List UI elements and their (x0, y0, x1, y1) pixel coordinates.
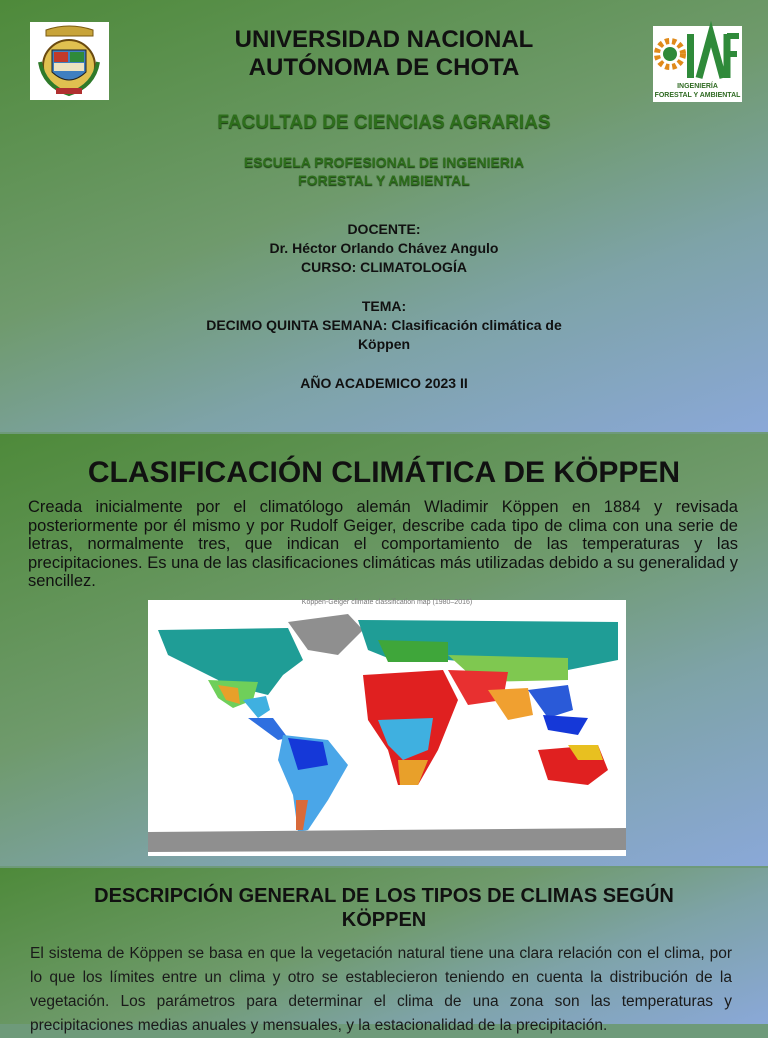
teacher-label: DOCENTE: (347, 221, 421, 237)
koppen-world-map (148, 600, 626, 856)
slide-title-line1: DESCRIPCIÓN GENERAL DE LOS TIPOS DE CLIMAS SEGÚN (94, 885, 674, 907)
title-slide (0, 0, 768, 432)
slide-title: CLASIFICACIÓN CLIMÁTICA DE KÖPPEN (87, 456, 681, 489)
slide-body: El sistema de Köppen se basa en que la vegetación natural tiene una clara relación con el clima, por lo que los límites entre un clima y otro se establecieron teniendo en cuenta la distribución de la vegetación. Los parámetros para determinar el clima de una zona son las temperaturas y precipitaciones medias anuales y mensuales, y la estacionalidad de la precipitación. (30, 945, 732, 1034)
slide-title (0, 884, 768, 932)
slide-body: Creada inicialmente por el climatólogo alemán Wladimir Köppen en 1884 y revisada posteriormente por él mismo y por Rudolf Geiger, describe cada tipo de clima con una serie de letras, normalmente tres, que indican el comportamiento de las temperaturas y las precipitaciones. Es una de las clasificaciones climáticas más utilizadas debido a su generalidad y sencillez. (28, 498, 738, 590)
university-name-line1: UNIVERSIDAD NACIONAL (234, 26, 534, 53)
description-slide (0, 868, 768, 1034)
topic-line2: Köppen (357, 336, 411, 352)
academic-year: AÑO ACADEMICO 2023 II (300, 375, 468, 391)
map-caption: Köppen-Geiger climate classification map (1980–2016) (301, 599, 473, 606)
course-name: CURSO: CLIMATOLOGÍA (301, 259, 467, 275)
koppen-slide (0, 434, 768, 866)
school-name-line2: FORESTAL Y AMBIENTAL (298, 172, 470, 188)
university-name-line2: AUTÓNOMA DE CHOTA (248, 54, 520, 81)
topic-label: TEMA: (361, 298, 407, 314)
faculty-name: FACULTAD DE CIENCIAS AGRARIAS (217, 112, 551, 133)
university-name (0, 26, 768, 82)
school-name-line1: ESCUELA PROFESIONAL DE INGENIERIA (243, 154, 525, 170)
teacher-block (0, 220, 768, 277)
faculty-logo-text-2: FORESTAL Y AMBIENTAL (654, 92, 741, 99)
teacher-name: Dr. Héctor Orlando Chávez Angulo (269, 240, 499, 256)
world-map-image (148, 600, 626, 856)
school-name (0, 153, 768, 189)
slide-title-line2: KÖPPEN (341, 909, 427, 931)
topic-line1: DECIMO QUINTA SEMANA: Clasificación climática de (206, 317, 562, 333)
faculty-logo-text-1: INGENIERÍA (677, 83, 718, 90)
topic-block (0, 297, 768, 354)
